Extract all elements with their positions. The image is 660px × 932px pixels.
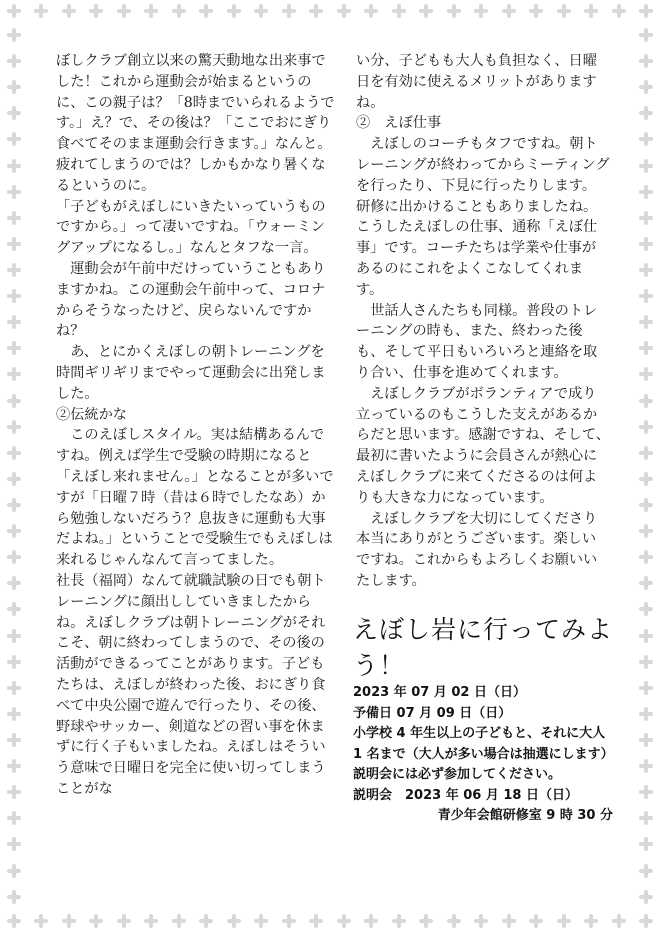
cross-ornament-icon — [172, 4, 186, 18]
cross-ornament-icon — [282, 914, 296, 928]
cross-ornament-icon — [639, 132, 653, 146]
cross-ornament-icon — [447, 4, 461, 18]
section-heading: ② えぼ仕事 — [356, 115, 442, 132]
cross-ornament-icon — [529, 4, 543, 18]
cross-ornament-icon — [309, 914, 323, 928]
cross-ornament-icon — [639, 759, 653, 773]
cross-ornament-icon — [7, 914, 21, 928]
cross-ornament-icon — [639, 629, 653, 643]
cross-ornament-icon — [7, 550, 21, 564]
cross-ornament-icon — [199, 914, 213, 928]
cross-ornament-icon — [254, 4, 268, 18]
cross-ornament-icon — [7, 237, 21, 251]
cross-ornament-icon — [639, 733, 653, 747]
cross-ornament-icon — [639, 890, 653, 904]
cross-ornament-icon — [584, 914, 598, 928]
cross-ornament-icon — [7, 263, 21, 277]
cross-ornament-icon — [639, 106, 653, 120]
cross-ornament-icon — [639, 4, 653, 18]
cross-ornament-icon — [7, 132, 21, 146]
cross-ornament-icon — [62, 4, 76, 18]
event-reserve-date: 予備日 07 月 09 日（日） — [353, 705, 512, 721]
cross-ornament-icon — [309, 4, 323, 18]
right-article-column — [356, 51, 610, 592]
cross-ornament-icon — [282, 4, 296, 18]
cross-ornament-icon — [639, 394, 653, 408]
cross-ornament-icon — [364, 4, 378, 18]
paragraph: 世話人さんたちも同様。普段のトレーニングの時も、また、終わった後も、そして平日もいろいろと連絡を取り合い、仕事を進めてくれます。 — [356, 302, 598, 381]
cross-ornament-icon — [7, 811, 21, 825]
cross-ornament-icon — [447, 914, 461, 928]
left-article-column — [56, 51, 338, 800]
top-border — [0, 0, 660, 22]
cross-ornament-icon — [89, 4, 103, 18]
paragraph: えぼしクラブを大切にしてくださり本当にありがとうございます。楽しいですね。これからもよろしくお願いいたします。 — [356, 510, 598, 589]
cross-ornament-icon — [7, 498, 21, 512]
cross-ornament-icon — [7, 159, 21, 173]
cross-ornament-icon — [392, 4, 406, 18]
cross-ornament-icon — [34, 914, 48, 928]
cross-ornament-icon — [172, 914, 186, 928]
cross-ornament-icon — [639, 446, 653, 460]
event-title: えぼし岩に行ってみよう！ — [353, 615, 614, 680]
cross-ornament-icon — [337, 4, 351, 18]
cross-ornament-icon — [639, 54, 653, 68]
cross-ornament-icon — [254, 914, 268, 928]
cross-ornament-icon — [639, 655, 653, 669]
cross-ornament-icon — [639, 185, 653, 199]
cross-ornament-icon — [639, 263, 653, 277]
cross-ornament-icon — [7, 315, 21, 329]
cross-ornament-icon — [7, 785, 21, 799]
cross-ornament-icon — [557, 914, 571, 928]
cross-ornament-icon — [7, 472, 21, 486]
cross-ornament-icon — [7, 211, 21, 225]
cross-ornament-icon — [7, 864, 21, 878]
cross-ornament-icon — [62, 914, 76, 928]
cross-ornament-icon — [7, 446, 21, 460]
cross-ornament-icon — [364, 914, 378, 928]
paragraph: このえぼしスタイル。実は結構あるんですね。例えば学生で受験の時期になると「えぼし来れません。」となることが多いですが「日曜７時（昔は６時でしたなあ）から勉強しないだろう？息抜きに運動も大事だよね。」ということで受験生でもえぼしは来れるじゃんなんて言ってました。 — [56, 427, 334, 569]
cross-ornament-icon — [639, 576, 653, 590]
cross-ornament-icon — [639, 811, 653, 825]
cross-ornament-icon — [639, 602, 653, 616]
paragraph: あ、とにかくえぼしの朝トレーニングを時間ギリギリまでやって運動会に出発しました。 — [56, 344, 326, 402]
cross-ornament-icon — [199, 4, 213, 18]
cross-ornament-icon — [639, 28, 653, 42]
event-notice: 説明会には必ず参加してください。 — [353, 767, 562, 782]
cross-ornament-icon — [7, 602, 21, 616]
cross-ornament-icon — [227, 4, 241, 18]
cross-ornament-icon — [612, 4, 626, 18]
event-details — [353, 683, 613, 827]
cross-ornament-icon — [419, 4, 433, 18]
cross-ornament-icon — [639, 681, 653, 695]
cross-ornament-icon — [144, 4, 158, 18]
paragraph: 運動会が午前中だけっていうこともありますかね。この運動会午前中って、コロナからそうなったけど、戻らないんですかね？ — [56, 260, 326, 340]
cross-ornament-icon — [639, 237, 653, 251]
cross-ornament-icon — [639, 289, 653, 303]
cross-ornament-icon — [639, 550, 653, 564]
cross-ornament-icon — [7, 54, 21, 68]
event-meeting: 説明会 2023 年 06 月 18 日（日） — [353, 787, 578, 803]
right-border — [635, 22, 657, 910]
paragraph: 社長（福岡）なんて就職試験の日でも朝トレーニングに顔出ししていきましたからね。えぼしクラブは朝トレーニングがそれこそ、朝に終わってしまうので、その後の活動ができるってことがあります。子どもたちは、えぼしが終わった後、おにぎり食べて中央公園で遊んで行ったり、その後、野球やサッカー、剣道などの習い事を休まずに行く子もいましたね。えぼしはそういう意味で日曜日を完全に使い切ってしまうことがな — [56, 572, 326, 797]
cross-ornament-icon — [639, 524, 653, 538]
cross-ornament-icon — [639, 315, 653, 329]
cross-ornament-icon — [529, 914, 543, 928]
cross-ornament-icon — [7, 80, 21, 94]
cross-ornament-icon — [7, 733, 21, 747]
cross-ornament-icon — [557, 4, 571, 18]
cross-ornament-icon — [89, 914, 103, 928]
event-date: 2023 年 07 月 02 日（日） — [353, 685, 526, 700]
cross-ornament-icon — [639, 159, 653, 173]
cross-ornament-icon — [7, 576, 21, 590]
event-eligibility: 小学校 4 年生以上の子どもと、それに大人 1 名まで（大人が多い場合は抽選にします） — [353, 726, 614, 762]
cross-ornament-icon — [144, 914, 158, 928]
cross-ornament-icon — [639, 472, 653, 486]
left-border — [3, 22, 25, 910]
cross-ornament-icon — [639, 367, 653, 381]
cross-ornament-icon — [7, 681, 21, 695]
paragraph-quote: 「子どもがえぼしにいきたいっていうものですから。」って凄いですね。「ウォーミングアップになるし。」なんとタフな一言。 — [56, 198, 326, 257]
cross-ornament-icon — [337, 914, 351, 928]
cross-ornament-icon — [639, 341, 653, 355]
cross-ornament-icon — [639, 785, 653, 799]
cross-ornament-icon — [7, 28, 21, 42]
cross-ornament-icon — [117, 4, 131, 18]
cross-ornament-icon — [227, 914, 241, 928]
cross-ornament-icon — [419, 914, 433, 928]
cross-ornament-icon — [639, 211, 653, 225]
cross-ornament-icon — [584, 4, 598, 18]
cross-ornament-icon — [639, 80, 653, 94]
paragraph: えぼしのコーチもタフですね。朝トレーニングが終わってからミーティングを行ったり、下見に行ったりします。研修に出かけることもありましたね。こうしたえぼしの仕事、通称「えぼ仕事」です。コーチたちは学業や仕事があるのにこれをよくこなしてくれます。 — [356, 136, 610, 298]
cross-ornament-icon — [639, 914, 653, 928]
event-venue: 青少年会館研修室 9 時 30 分 — [437, 808, 613, 823]
cross-ornament-icon — [639, 837, 653, 851]
cross-ornament-icon — [639, 420, 653, 434]
cross-ornament-icon — [7, 524, 21, 538]
paragraph: えぼしクラブがボランティアで成り立っているのもこうした支えがあるからだと思います。感謝ですね、そして、最初に書いたように会員さんが熱心にえぼしクラブに来てくださるのは何よりも大きな力になっています。 — [356, 385, 610, 506]
cross-ornament-icon — [7, 420, 21, 434]
cross-ornament-icon — [474, 4, 488, 18]
cross-ornament-icon — [502, 4, 516, 18]
cross-ornament-icon — [7, 759, 21, 773]
cross-ornament-icon — [639, 864, 653, 878]
cross-ornament-icon — [34, 4, 48, 18]
paragraph-continuation: ぼしクラブ創立以来の驚天動地な出来事でした！これから運動会が始まるというのに、この親子は？「8時までいられるようです。」え？で、その後は？「ここでおにぎり食べてそのまま運動会行きます。」なんと。疲れてしまうのでは？しかもかなり暑くなるというのに。 — [56, 53, 335, 194]
bottom-border — [0, 910, 660, 932]
cross-ornament-icon — [7, 185, 21, 199]
cross-ornament-icon — [612, 914, 626, 928]
cross-ornament-icon — [7, 394, 21, 408]
cross-ornament-icon — [502, 914, 516, 928]
cross-ornament-icon — [7, 106, 21, 120]
section-heading: ②伝統かな — [56, 406, 127, 423]
cross-ornament-icon — [7, 629, 21, 643]
cross-ornament-icon — [7, 341, 21, 355]
cross-ornament-icon — [7, 837, 21, 851]
cross-ornament-icon — [7, 367, 21, 381]
cross-ornament-icon — [7, 655, 21, 669]
cross-ornament-icon — [7, 890, 21, 904]
cross-ornament-icon — [7, 4, 21, 18]
cross-ornament-icon — [117, 914, 131, 928]
cross-ornament-icon — [639, 707, 653, 721]
cross-ornament-icon — [474, 914, 488, 928]
paragraph-continuation: い分、子どもも大人も負担なく、日曜日を有効に使えるメリットがありますね。 — [356, 53, 597, 111]
cross-ornament-icon — [7, 707, 21, 721]
cross-ornament-icon — [639, 498, 653, 512]
cross-ornament-icon — [7, 289, 21, 303]
cross-ornament-icon — [392, 914, 406, 928]
